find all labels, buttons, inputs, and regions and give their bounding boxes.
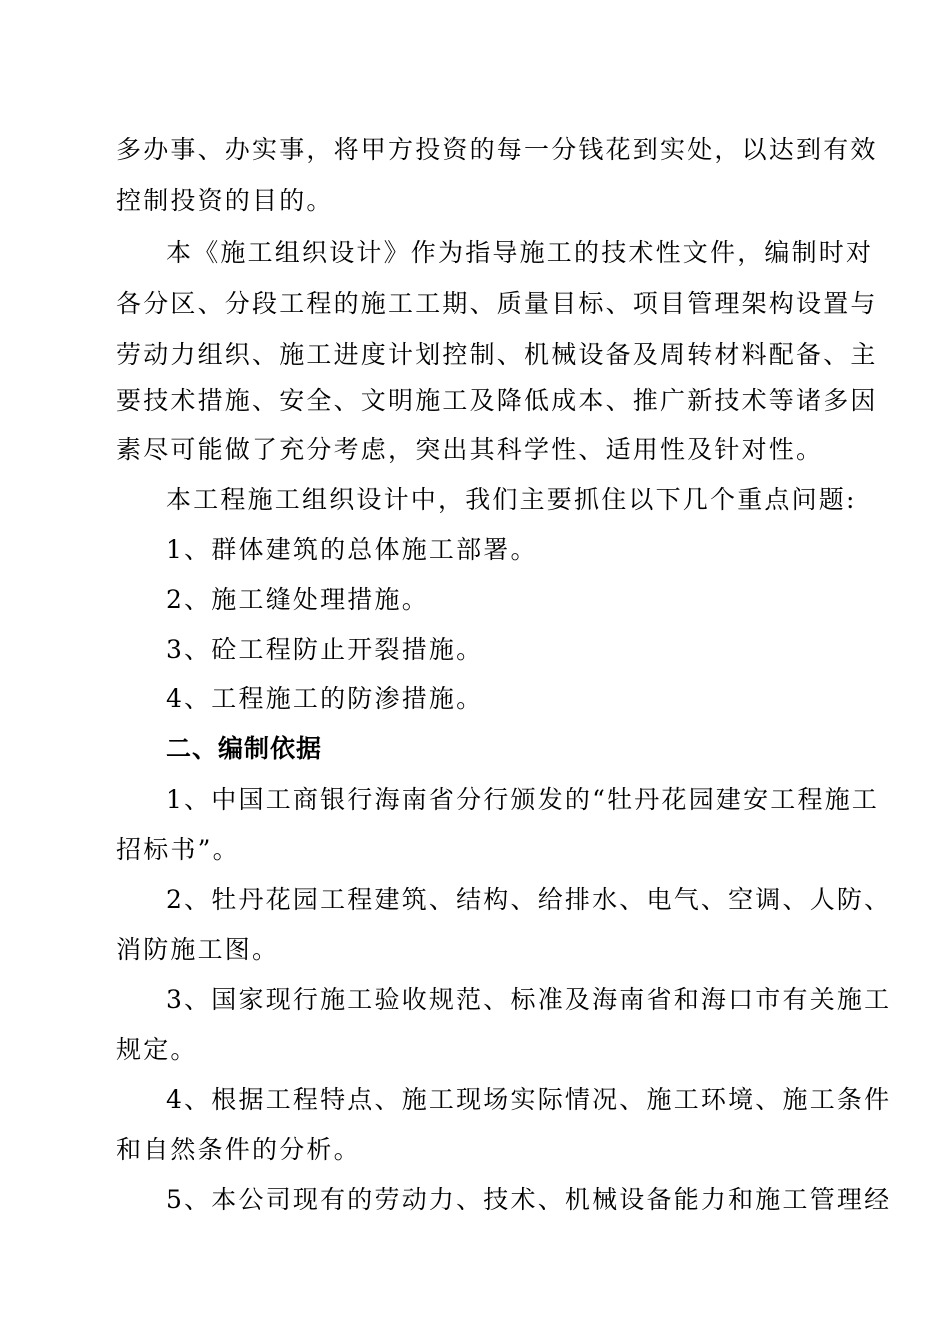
list-item: 3、国家现行施工验收规范、标准及海南省和海口市有关施工 <box>166 985 892 1014</box>
list-item: 2、施工缝处理措施。 <box>166 585 429 614</box>
paragraph-line: 规定。 <box>116 1035 198 1064</box>
paragraph-line: 多办事、办实事，将甲方投资的每一分钱花到实处，以达到有效 <box>116 135 878 164</box>
section-heading: 二、编制依据 <box>166 734 323 763</box>
paragraph-line: 本《施工组织设计》作为指导施工的技术性文件，编制时对 <box>166 238 874 267</box>
paragraph-line: 各分区、分段工程的施工工期、质量目标、项目管理架构设置与 <box>116 289 878 318</box>
list-item: 2、牡丹花园工程建筑、结构、给排水、电气、空调、人防、 <box>166 885 892 914</box>
list-item: 5、本公司现有的劳动力、技术、机械设备能力和施工管理经 <box>166 1185 892 1214</box>
list-item: 4、根据工程特点、施工现场实际情况、施工环境、施工条件 <box>166 1085 892 1114</box>
paragraph-line: 劳动力组织、施工进度计划控制、机械设备及周转材料配备、主 <box>116 340 878 369</box>
paragraph-line: 消防施工图。 <box>116 935 280 964</box>
list-item: 1、中国工商银行海南省分行颁发的“牡丹花园建安工程施工 <box>166 785 880 814</box>
paragraph-line: 素尽可能做了充分考虑，突出其科学性、适用性及针对性。 <box>116 435 824 464</box>
paragraph-line: 要技术措施、安全、文明施工及降低成本、推广新技术等诸多因 <box>116 386 878 415</box>
list-item: 4、工程施工的防渗措施。 <box>166 684 484 713</box>
paragraph-line: 本工程施工组织设计中，我们主要抓住以下几个重点问题: <box>166 485 857 514</box>
list-item: 3、砼工程防止开裂措施。 <box>166 635 484 664</box>
paragraph-line: 招标书”。 <box>116 835 240 864</box>
list-item: 1、群体建筑的总体施工部署。 <box>166 535 538 564</box>
paragraph-line: 和自然条件的分析。 <box>116 1135 361 1164</box>
paragraph-line: 控制投资的目的。 <box>116 186 334 215</box>
